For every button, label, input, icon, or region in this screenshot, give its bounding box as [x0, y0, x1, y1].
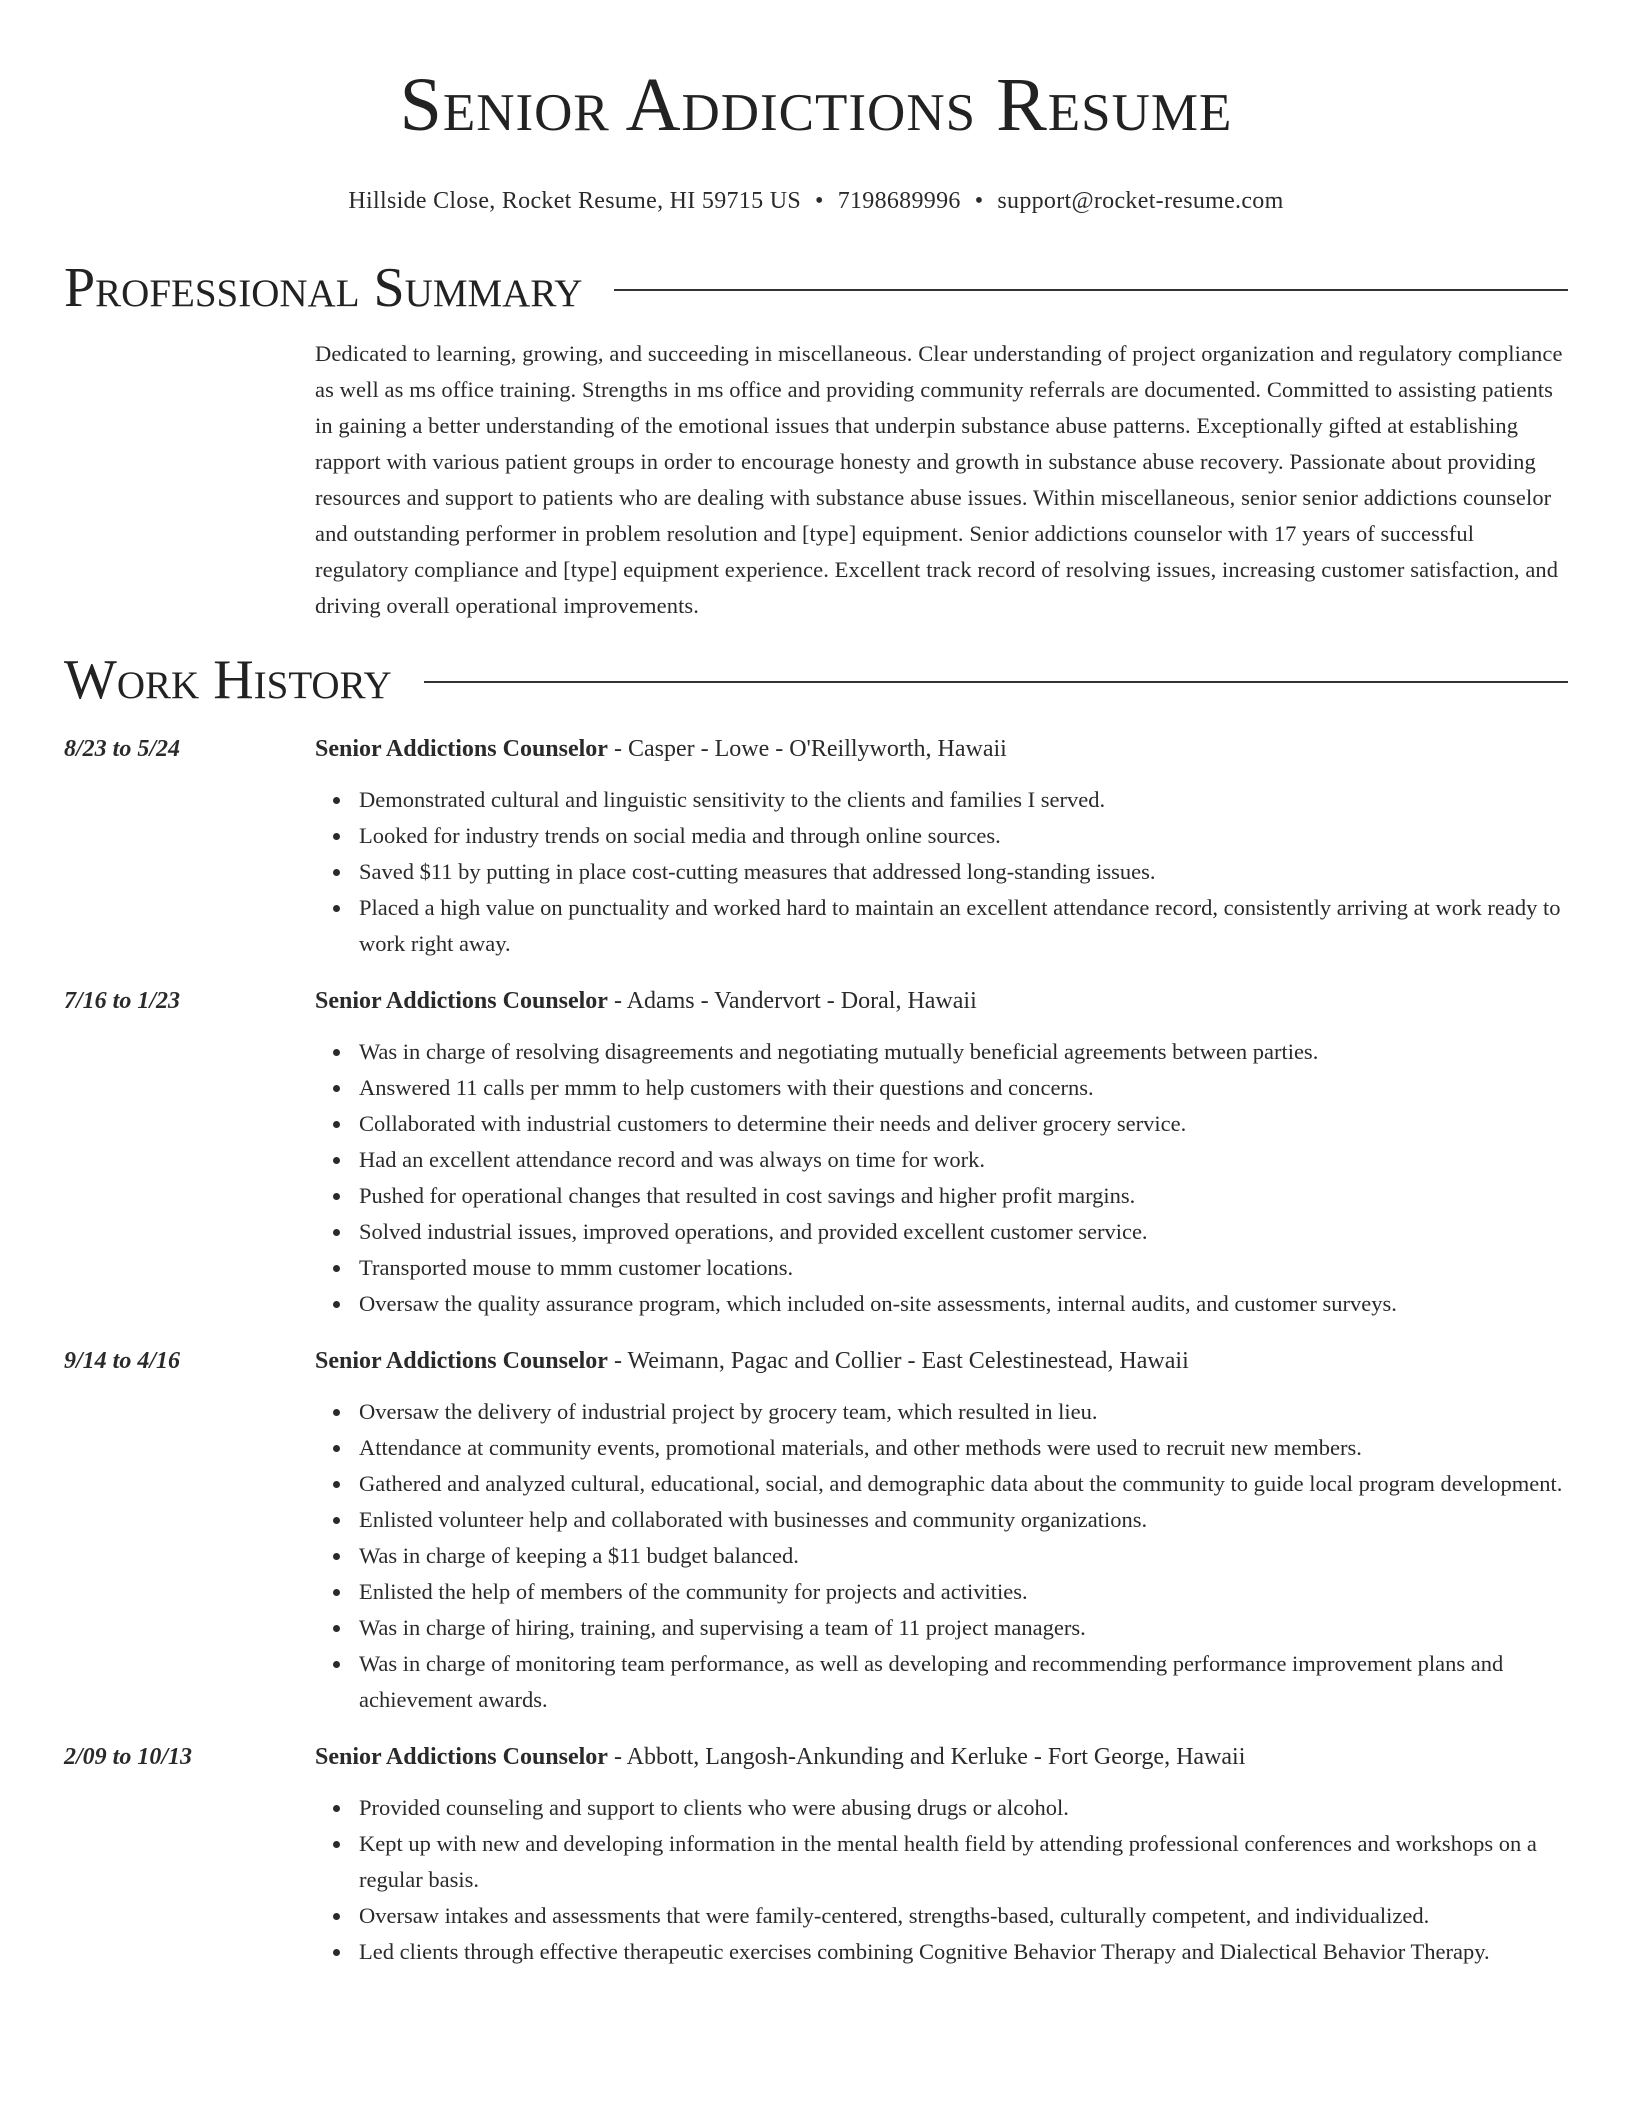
- summary-section-header: [64, 258, 1568, 318]
- job-employer: - Abbott, Langosh-Ankunding and Kerluke - Fort George, Hawaii: [607, 1744, 1246, 1770]
- bullet-item: Was in charge of monitoring team performance, as well as developing and recommending performance improvement plans and achievement awards.: [359, 1646, 1568, 1718]
- bullet-item: Provided counseling and support to clients who were abusing drugs or alcohol.: [359, 1790, 1568, 1826]
- job-title-line: [315, 1738, 1568, 1776]
- job-employer: - Casper - Lowe - O'Reillyworth, Hawaii: [607, 736, 1007, 762]
- bullet-item: Was in charge of keeping a $11 budget balanced.: [359, 1538, 1568, 1574]
- bullet-item: Transported mouse to mmm customer locations.: [359, 1250, 1568, 1286]
- job-title-line: [315, 730, 1568, 768]
- bullet-item: Demonstrated cultural and linguistic sensitivity to the clients and families I served.: [359, 782, 1568, 818]
- job-bullets: [315, 1394, 1568, 1718]
- contact-line: [64, 186, 1568, 216]
- bullet-item: Was in charge of hiring, training, and supervising a team of 11 project managers.: [359, 1610, 1568, 1646]
- job-employer: - Adams - Vandervort - Doral, Hawaii: [607, 988, 977, 1014]
- job-title-line: [315, 982, 1568, 1020]
- job-role: Senior Addictions Counselor: [315, 1348, 608, 1374]
- job-dates: 9/14 to 4/16: [64, 1348, 181, 1374]
- job-bullets: [315, 1790, 1568, 1970]
- bullet-item: Oversaw the delivery of industrial project by grocery team, which resulted in lieu.: [359, 1394, 1568, 1430]
- section-divider: [424, 681, 1568, 683]
- job-entry: [64, 730, 1568, 962]
- contact-phone: 7198689996: [837, 188, 961, 214]
- bullet-item: Pushed for operational changes that resulted in cost savings and higher profit margins.: [359, 1178, 1568, 1214]
- job-dates: 8/23 to 5/24: [64, 736, 181, 762]
- bullet-item: Led clients through effective therapeutic exercises combining Cognitive Behavior Therapy and Dialectical Behavior Therapy.: [359, 1934, 1568, 1970]
- job-body: [315, 982, 1568, 1322]
- job-list: [64, 730, 1568, 1970]
- contact-separator: •: [974, 188, 984, 214]
- bullet-item: Attendance at community events, promotional materials, and other methods were used to recruit new members.: [359, 1430, 1568, 1466]
- job-entry: [64, 1342, 1568, 1718]
- work-section-header: [64, 650, 1568, 710]
- job-body: [315, 1738, 1568, 1970]
- job-dates: 2/09 to 10/13: [64, 1744, 193, 1770]
- job-title-line: [315, 1342, 1568, 1380]
- bullet-item: Saved $11 by putting in place cost-cutting measures that addressed long-standing issues.: [359, 854, 1568, 890]
- resume-title: Senior Addictions Resume: [399, 63, 1233, 147]
- bullet-item: Solved industrial issues, improved operations, and provided excellent customer service.: [359, 1214, 1568, 1250]
- bullet-item: Was in charge of resolving disagreements and negotiating mutually beneficial agreements between parties.: [359, 1034, 1568, 1070]
- bullet-item: Placed a high value on punctuality and worked hard to maintain an excellent attendance record, consistently arriving at work ready to work right away.: [359, 890, 1568, 962]
- job-role: Senior Addictions Counselor: [315, 988, 608, 1014]
- job-employer: - Weimann, Pagac and Collier - East Celestinestead, Hawaii: [607, 1348, 1189, 1374]
- work-heading: Work History: [64, 649, 392, 711]
- job-bullets: [315, 782, 1568, 962]
- bullet-item: Oversaw intakes and assessments that were family-centered, strengths-based, culturally competent, and individualized.: [359, 1898, 1568, 1934]
- job-body: [315, 1342, 1568, 1718]
- contact-separator: •: [814, 188, 824, 214]
- bullet-item: Answered 11 calls per mmm to help customers with their questions and concerns.: [359, 1070, 1568, 1106]
- summary-heading: Professional Summary: [64, 257, 583, 319]
- section-divider: [614, 289, 1568, 291]
- bullet-item: Gathered and analyzed cultural, educational, social, and demographic data about the community to guide local program development.: [359, 1466, 1568, 1502]
- job-entry: [64, 1738, 1568, 1970]
- bullet-item: Collaborated with industrial customers to determine their needs and deliver grocery service.: [359, 1106, 1568, 1142]
- job-bullets: [315, 1034, 1568, 1322]
- bullet-item: Looked for industry trends on social media and through online sources.: [359, 818, 1568, 854]
- job-role: Senior Addictions Counselor: [315, 736, 608, 762]
- job-entry: [64, 982, 1568, 1322]
- contact-email: support@rocket-resume.com: [997, 188, 1284, 214]
- job-role: Senior Addictions Counselor: [315, 1744, 608, 1770]
- contact-address: Hillside Close, Rocket Resume, HI 59715 US: [348, 188, 801, 214]
- bullet-item: Had an excellent attendance record and was always on time for work.: [359, 1142, 1568, 1178]
- job-dates: 7/16 to 1/23: [64, 988, 181, 1014]
- bullet-item: Oversaw the quality assurance program, which included on-site assessments, internal audits, and customer surveys.: [359, 1286, 1568, 1322]
- bullet-item: Kept up with new and developing information in the mental health field by attending professional conferences and workshops on a regular basis.: [359, 1826, 1568, 1898]
- bullet-item: Enlisted the help of members of the community for projects and activities.: [359, 1574, 1568, 1610]
- summary-text: Dedicated to learning, growing, and succeeding in miscellaneous. Clear understanding of project organization and regulatory compliance as well as ms office training. Strengths in ms office and providing community referrals are documented. Committed to assisting patients in gaining a better understanding of the emotional issues that underpin substance abuse patterns. Exceptionally gifted at establishing rapport with various patient groups in order to encourage honesty and growth in substance abuse recovery. Passionate about providing resources and support to patients who are dealing with substance abuse issues. Within miscellaneous, senior senior addictions counselor and outstanding performer in problem resolution and [type] equipment. Senior addictions counselor with 17 years of successful regulatory compliance and [type] equipment experience. Excellent track record of resolving issues, increasing customer satisfaction, and driving overall operational improvements.: [315, 341, 1563, 618]
- bullet-item: Enlisted volunteer help and collaborated with businesses and community organizations.: [359, 1502, 1568, 1538]
- job-body: [315, 730, 1568, 962]
